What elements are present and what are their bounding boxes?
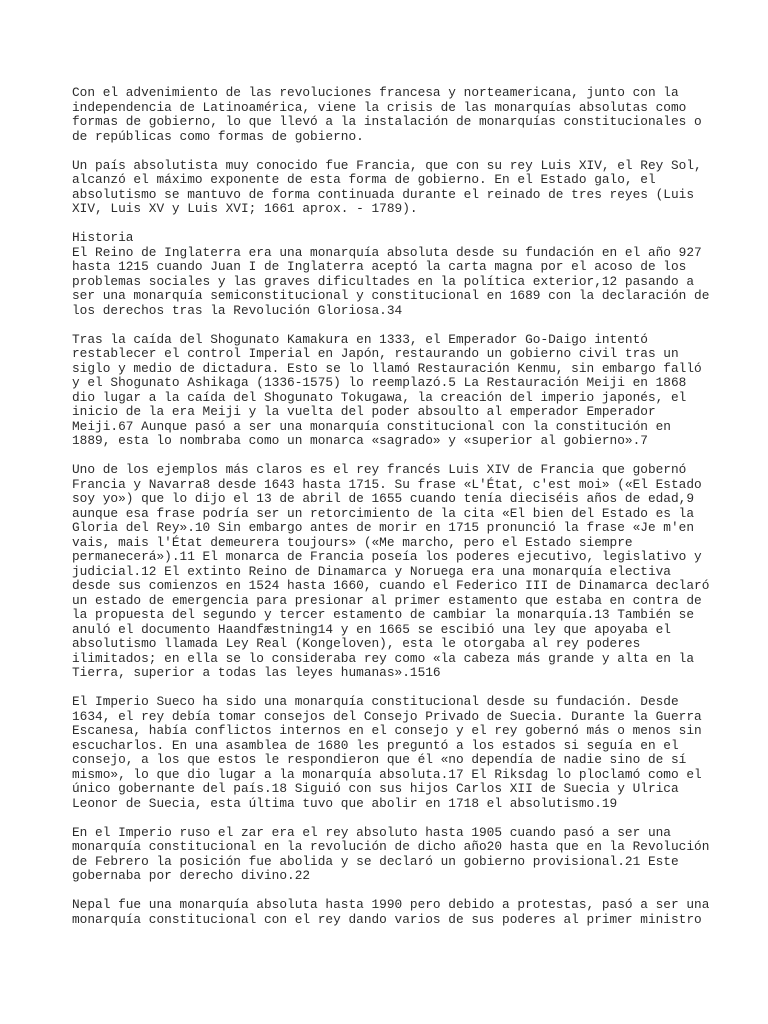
text-line: de Febrero la posición fue abolida y se declaró un gobierno provisional.21 Este bbox=[72, 853, 679, 869]
text-line: absolutismo llamada Ley Real (Kongeloven), esta le otorgaba al rey poderes bbox=[72, 636, 641, 651]
text-line: 1889, esta lo nombraba como un monarca «sagrado» y «superior al gobierno».7 bbox=[72, 433, 648, 448]
text-line: En el Imperio ruso el zar era el rey absoluto hasta 1905 cuando pasó a ser una bbox=[72, 824, 671, 840]
text-line: único gobernante del país.18 Siguió con sus hijos Carlos XII de Suecia y Ulrica bbox=[72, 781, 679, 796]
text-line: El Reino de Inglaterra era una monarquía absoluta desde su fundación en el año 927 bbox=[72, 244, 702, 260]
paragraph bbox=[72, 159, 712, 217]
text-line: Uno de los ejemplos más claros es el rey francés Luis XIV de Francia que gobernó bbox=[72, 462, 687, 477]
text-line: aunque esa frase podría ser un retorcimiento de la cita «El bien del Estado es la bbox=[72, 505, 695, 521]
text-line: vais, mais l'État demeurera toujours» («Me marcho, pero el Estado siempre bbox=[72, 534, 633, 550]
text-line: Gloria del Rey».10 Sin embargo antes de morir en 1715 pronunció la frase «Je m'en bbox=[72, 520, 695, 535]
text-line: Tierra, superior a todas las leyes humanas».1516 bbox=[72, 665, 441, 680]
text-line: desde sus comienzos en 1524 hasta 1660, cuando el Federico III de Dinamarca declaró bbox=[72, 578, 710, 593]
text-line: formas de gobierno, lo que llevó a la instalación de monarquías constitucionales o bbox=[72, 114, 702, 129]
document-body bbox=[72, 86, 712, 942]
paragraph bbox=[72, 231, 712, 318]
text-line: inicio de la era Meiji y la vuelta del poder absoulto al emperador Emperador bbox=[72, 404, 656, 419]
text-line: 1634, el rey debía tomar consejos del Consejo Privado de Suecia. Durante la Guerra bbox=[72, 708, 702, 724]
paragraph bbox=[72, 695, 712, 811]
text-line: dio lugar a la caída del Shogunato Tokugawa, la creación del imperio japonés, el bbox=[72, 389, 687, 405]
text-line: la propuesta del segundo y tercer estamento de cambiar la monarquía.13 También se bbox=[72, 607, 695, 622]
paragraph bbox=[72, 86, 712, 144]
text-line: restablecer el control Imperial en Japón, restaurando un gobierno civil tras un bbox=[72, 346, 679, 361]
text-line: de repúblicas como formas de gobierno. bbox=[72, 128, 364, 144]
text-line: consejo, a los que estos le respondieron que él «no dependía de nadie sino de sí bbox=[72, 752, 687, 767]
text-line: problemas sociales y las graves dificultades en la política exterior,12 pasando a bbox=[72, 273, 695, 289]
paragraph bbox=[72, 826, 712, 884]
text-line: gobernaba por derecho divino.22 bbox=[72, 868, 311, 883]
text-line: escucharlos. En una asamblea de 1680 les preguntó a los estados si seguía en el bbox=[72, 737, 679, 753]
text-line: soy yo») que lo dijo el 13 de abril de 1655 cuando tenía dieciséis años de edad,9 bbox=[72, 491, 695, 506]
text-line: Historia bbox=[72, 230, 134, 245]
text-line: los derechos tras la Revolución Gloriosa.34 bbox=[72, 302, 403, 318]
text-line: Un país absolutista muy conocido fue Francia, que con su rey Luis XIV, el Rey Sol, bbox=[72, 157, 702, 173]
text-line: monarquía constitucional en la revolución de dicho año20 hasta que en la Revolución bbox=[72, 839, 710, 854]
text-line: Meiji.67 Aunque pasó a ser una monarquía constitucional con la constitución en bbox=[72, 418, 671, 434]
text-line: El Imperio Sueco ha sido una monarquía constitucional desde su fundación. Desde bbox=[72, 694, 679, 709]
text-line: judicial.12 El extinto Reino de Dinamarca y Noruega era una monarquía electiva bbox=[72, 563, 671, 579]
text-line: independencia de Latinoamérica, viene la crisis de las monarquías absolutas como bbox=[72, 99, 687, 115]
text-line: XIV, Luis XV y Luis XVI; 1661 aprox. - 1789). bbox=[72, 201, 418, 216]
text-line: Con el advenimiento de las revoluciones francesa y norteamericana, junto con la bbox=[72, 85, 679, 100]
paragraph bbox=[72, 463, 712, 681]
text-line: Tras la caída del Shogunato Kamakura en 1333, el Emperador Go-Daigo intentó bbox=[72, 331, 648, 347]
text-line: hasta 1215 cuando Juan I de Inglaterra aceptó la carta magna por el acoso de los bbox=[72, 259, 687, 274]
text-line: permanecerá»).11 El monarca de Francia poseía los poderes ejecutivo, legislativo y bbox=[72, 549, 702, 564]
text-line: ser una monarquía semiconstitucional y constitucional en 1689 con la declaración de bbox=[72, 288, 710, 303]
text-line: mismo», lo que dio lugar a la monarquía absoluta.17 El Riksdag lo ploclamó como el bbox=[72, 766, 702, 782]
paragraph bbox=[72, 898, 712, 927]
text-line: monarquía constitucional con el rey dando varios de sus poderes al primer ministro bbox=[72, 911, 702, 927]
text-line: Escanesa, había conflictos internos en el consejo y el rey gobernó más o menos sin bbox=[72, 723, 702, 738]
text-line: un estado de emergencia para presionar al primer estamento que estaba en contra de bbox=[72, 592, 702, 608]
text-line: Nepal fue una monarquía absoluta hasta 1990 pero debido a protestas, pasó a ser una bbox=[72, 897, 710, 912]
text-line: Leonor de Suecia, esta última tuvo que abolir en 1718 el absolutismo.19 bbox=[72, 795, 618, 811]
text-line: alcanzó el máximo exponente de esta forma de gobierno. En el Estado galo, el bbox=[72, 172, 656, 187]
text-line: anuló el documento Haandfæstning14 y en 1665 se escibió una ley que apoyaba el bbox=[72, 621, 671, 637]
text-line: siglo y medio de dictadura. Esto se lo llamó Restauración Kenmu, sin embargo falló bbox=[72, 360, 702, 376]
text-line: Francia y Navarra8 desde 1643 hasta 1715. Su frase «L'État, c'est moi» («El Estado bbox=[72, 476, 702, 492]
text-line: y el Shogunato Ashikaga (1336-1575) lo reemplazó.5 La Restauración Meiji en 1868 bbox=[72, 375, 687, 390]
text-line: ilimitados; en ella se lo consideraba rey como «la cabeza más grande y alta en la bbox=[72, 650, 695, 666]
paragraph bbox=[72, 333, 712, 449]
text-line: absolutismo se mantuvo de forma continuada durante el reinado de tres reyes (Luis bbox=[72, 186, 695, 202]
